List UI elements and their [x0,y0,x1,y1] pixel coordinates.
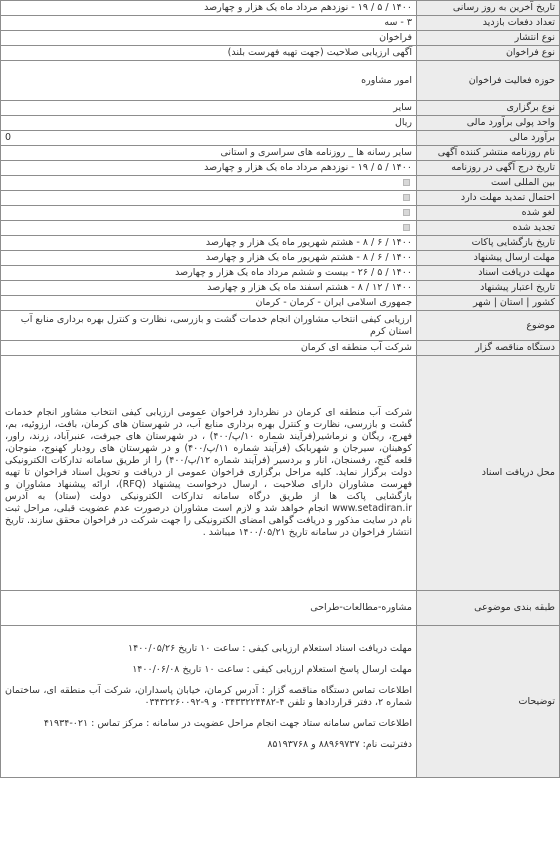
description-line: دفترثبت نام: ۸۸۹۶۹۷۳۷ و ۸۵۱۹۳۷۶۸ [267,739,412,750]
label-last-update: تاریخ آخرین به روز رسانی [417,1,560,16]
value-opening-date: ۱۴۰۰ / ۶ / ۸ - هشتم شهریور ماه یک هزار و چهارصد [1,236,417,251]
row-visit-count [1,16,560,31]
value-document-location: شرکت آب منطقه ای کرمان در نظردارد فراخوان عمومی ارزیابی کیفی انتخاب مشاور انجام خدمات گشت و بازرسی، نظارت و کنترل بهره برداری منابع آب، در شهرستان های کرمان، بافت، ارزوئیه، بم، فهرج، ریگان و نرماشیر(فرآیند شماره ۱۰/پ/۴۰۰) ، در شهرستان های جیرفت، عنبرآباد، زرند، راور، کوهبنان، سیرجان و شهربابک (فرآیند شماره ۱۱/پ/۴۰۰) و در شهرستان های رودبار کهنوج، منوجان، قلعه گنج، رفسنجان، انار و بردسیر (فرآیند شماره ۱۲/پ/۴۰۰) را از طریق سامانه تدارکات الکترونیکی دولت برگزار نماید. کلیه مراحل برگزاری فراخوان عمومی از دریافت و تحویل اسناد فراخوان تا تهیه فهرست مشاوران دارای صلاحیت ، ارسال درخواست پیشنهاد (RFQ)، ارائه پیشنهاد مشاوران و بازگشایی پاکت ها از طریق درگاه سامانه تدارکات الکترونیکی دولت (ستاد) به آدرس www.setadiran.ir انجام خواهد شد و لازم است مشاوران درصورت عدم عضویت قبلی، مراحل ثبت نام در سایت مذکور و دریافت گواهی امضای الکترونیکی را جهت شرکت در فراخوان محقق سازند. تاریخ انتشار فراخوان در سامانه تاریخ ۱۴۰۰/۰۵/۲۱ میباشد . [1,356,417,591]
value-international [1,176,417,191]
label-currency: واحد پولی برآورد مالی [417,116,560,131]
value-documents-deadline: ۱۴۰۰ / ۵ / ۲۶ - بیست و ششم مرداد ماه یک هزار و چهارصد [1,266,417,281]
tender-info-rows [1,1,560,778]
value-activity-field: امور مشاوره [1,61,417,101]
label-proposal-validity: تاریخ اعتبار پیشنهاد [417,281,560,296]
bullet-icon [403,209,410,216]
row-proposal-deadline [1,251,560,266]
row-document-location [1,356,560,591]
label-cancelled: لغو شده [417,206,560,221]
row-call-type [1,46,560,61]
row-international [1,176,560,191]
value-subject: ارزیابی کیفی انتخاب مشاوران انجام خدمات گشت و بازرسی، نظارت و کنترل بهره برداری منابع آب استان کرم [1,311,417,341]
value-proposal-deadline: ۱۴۰۰ / ۶ / ۸ - هشتم شهریور ماه یک هزار و چهارصد [1,251,417,266]
row-renewed [1,221,560,236]
value-location: جمهوری اسلامی ایران - کرمان - کرمان [1,296,417,311]
row-newspaper-date [1,161,560,176]
description-line: مهلت دریافت اسناد استعلام ارزیابی کیفی : ساعت ۱۰ تاریخ ۱۴۰۰/۰۵/۲۶ [127,643,412,654]
label-call-type: نوع فراخوان [417,46,560,61]
label-category: طبقه بندی موضوعی [417,591,560,626]
value-cancelled [1,206,417,221]
row-subject [1,311,560,341]
row-proposal-validity [1,281,560,296]
row-cancelled [1,206,560,221]
row-currency [1,116,560,131]
description-line: اطلاعات تماس دستگاه مناقصه گزار : آدرس کرمان، خیابان پاسداران، شرکت آب منطقه ای، ساختمان شماره ۲، دفتر قراردادها و تلفن ۴-۰۳۴۳۳۲۲۴۴۸۲ و ۹-۰۳۴۳۲۲۶۰۰۹۲ [5,685,412,708]
label-description: توضیحات [417,626,560,778]
label-international: بین المللی است [417,176,560,191]
bullet-icon [403,179,410,186]
label-location: کشور | استان | شهر [417,296,560,311]
row-category [1,591,560,626]
value-estimate: 0 [1,131,417,146]
bullet-icon [403,194,410,201]
label-documents-deadline: مهلت دریافت اسناد [417,266,560,281]
value-organization: شرکت آب منطقه ای کرمان [1,341,417,356]
row-last-update [1,1,560,16]
row-documents-deadline [1,266,560,281]
label-organization: دستگاه مناقصه گزار [417,341,560,356]
label-newspaper-date: تاریخ درج آگهی در روزنامه [417,161,560,176]
label-estimate: برآورد مالی [417,131,560,146]
label-renewed: تجدید شده [417,221,560,236]
label-opening-date: تاریخ بازگشایی پاکات [417,236,560,251]
row-activity-field [1,61,560,101]
value-newspaper-date: ۱۴۰۰ / ۵ / ۱۹ - نوزدهم مرداد ماه یک هزار و چهارصد [1,161,417,176]
row-extension [1,191,560,206]
label-publish-type: نوع انتشار [417,31,560,46]
label-activity-field: حوزه فعالیت فراخوان [417,61,560,101]
value-last-update: ۱۴۰۰ / ۵ / ۱۹ - نوزدهم مرداد ماه یک هزار و چهارصد [1,1,417,16]
value-call-type: آگهی ارزیابی صلاحیت (جهت تهیه فهرست بلند) [1,46,417,61]
row-holding-type [1,101,560,116]
row-description [1,626,560,778]
value-description [1,626,417,778]
label-visit-count: تعداد دفعات بازدید [417,16,560,31]
value-newspaper: سایر رسانه ها _ روزنامه های سراسری و استانی [1,146,417,161]
label-holding-type: نوع برگزاری [417,101,560,116]
label-subject: موضوع [417,311,560,341]
value-holding-type: سایر [1,101,417,116]
value-proposal-validity: ۱۴۰۰ / ۱۲ / ۸ - هشتم اسفند ماه یک هزار و چهارصد [1,281,417,296]
value-visit-count: ۳ - سه [1,16,417,31]
row-publish-type [1,31,560,46]
bullet-icon [403,224,410,231]
row-location [1,296,560,311]
label-document-location: محل دریافت اسناد [417,356,560,591]
value-extension [1,191,417,206]
row-opening-date [1,236,560,251]
row-newspaper [1,146,560,161]
label-proposal-deadline: مهلت ارسال پیشنهاد [417,251,560,266]
row-organization [1,341,560,356]
label-newspaper: نام روزنامه منتشر کننده آگهی [417,146,560,161]
value-currency: ریال [1,116,417,131]
description-line: اطلاعات تماس سامانه ستاد جهت انجام مراحل عضویت در سامانه : مرکز تماس : ۰۲۱-۴۱۹۳۴ [43,718,412,729]
value-renewed [1,221,417,236]
value-publish-type: فراخوان [1,31,417,46]
label-extension: احتمال تمدید مهلت دارد [417,191,560,206]
value-category: مشاوره-مطالعات-طراحی [1,591,417,626]
row-estimate [1,131,560,146]
description-line: مهلت ارسال پاسخ استعلام ارزیابی کیفی : ساعت ۱۰ تاریخ ۱۴۰۰/۰۶/۰۸ [132,664,412,675]
